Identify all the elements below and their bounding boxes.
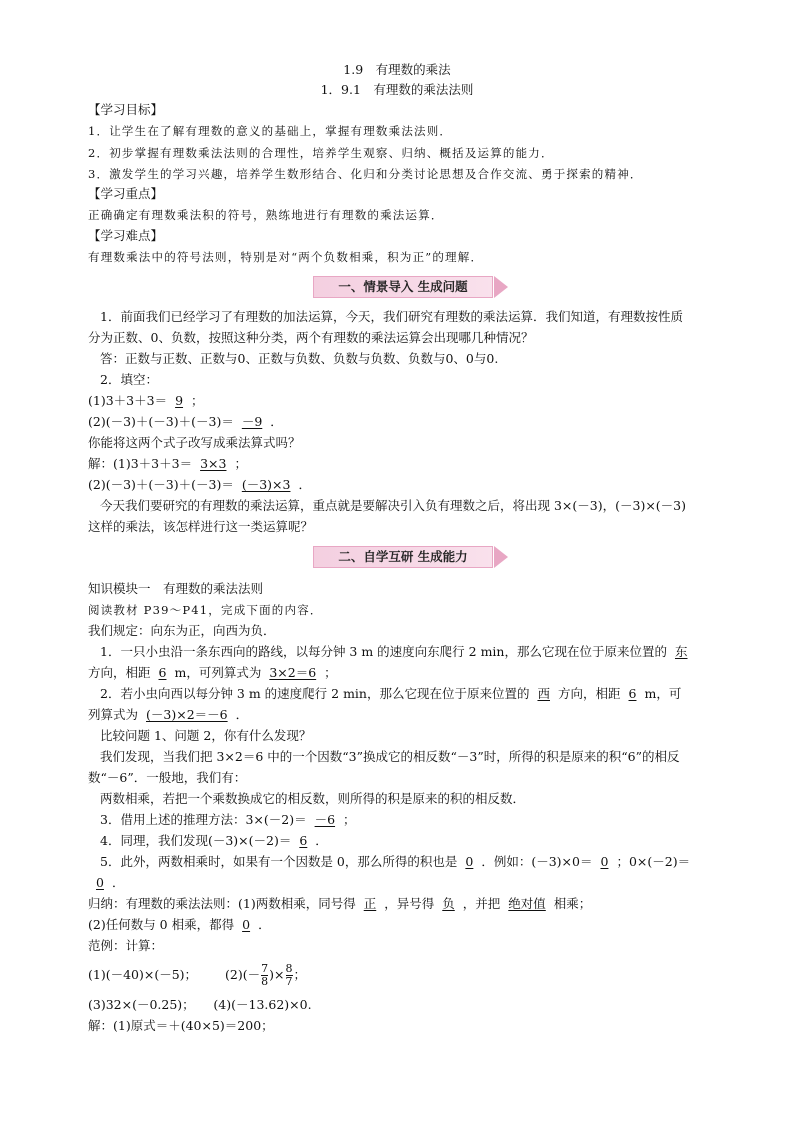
- question: 0 ．: [88, 875, 124, 891]
- blank-answer: 绝对值: [508, 896, 546, 911]
- fraction: $\frac{7}{8}$: [261, 962, 269, 988]
- blank-answer: 西: [537, 686, 550, 701]
- paragraph: 我们规定：向东为正，向西为负．: [88, 623, 276, 638]
- question: 5．此外，两数相乘时，如果有一个因数是 0，那么所得的积也是 0 ．例如：(－3)×0＝ 0 ；0×(－2)＝: [100, 854, 691, 869]
- solution: (2)(－3)＋(－3)＋(－3)＝ (－3)×3 ．: [88, 477, 311, 492]
- question: 3．借用上述的推理方法：3×(－2)＝ －6 ；: [100, 812, 356, 827]
- blank-answer: 0: [242, 917, 251, 932]
- blank-answer: 3×2＝6: [269, 665, 317, 680]
- blank-answer: 东: [674, 644, 688, 659]
- equation: (2)(－3)＋(－3)＋(－3)＝ －9 ．: [88, 414, 283, 429]
- section-banner: [313, 546, 493, 568]
- module-heading: 知识模块一 有理数的乘法法则: [88, 581, 264, 596]
- paragraph: 这样的乘法，该怎样进行这一类运算呢？: [88, 519, 314, 534]
- answer: 答：正数与正数、正数与0、正数与负数、负数与负数、负数与0、0与0.: [100, 351, 499, 366]
- blank-answer: －6: [314, 812, 336, 827]
- solution: 解：(1)3＋3＋3＝ 3×3 ；: [88, 456, 247, 471]
- question: 列算式为 (－3)×2＝－6 ．: [88, 707, 249, 722]
- paragraph: 今天我们要研究的有理数的乘法运算，重点就是要解决引入负有理数之后，将出现 3×(－3)，(－3)×(－3): [100, 498, 686, 513]
- example-heading: 范例：计算：: [88, 938, 164, 953]
- blank-answer: 负: [442, 896, 455, 911]
- difficulty-heading: 【学习难点】: [88, 228, 164, 243]
- summary: (2)任何数与 0 相乘，都得 0 ．: [88, 917, 271, 932]
- blank-answer: 6: [628, 686, 637, 701]
- example-problems: (3)32×(－0.25)； (4)(－13.62)×0.: [88, 997, 312, 1012]
- reading-instruction: 阅读教材 P39～P41，完成下面的内容．: [88, 603, 323, 617]
- blank-answer: 0: [96, 875, 104, 890]
- paragraph: 分为正数、0、负数，按照这种分类，两个有理数的乘法运算会出现哪几种情况？: [88, 330, 534, 345]
- paragraph: 数“－6”．一般地，我们有：: [88, 770, 247, 785]
- fill-heading: 2．填空：: [100, 372, 158, 387]
- blank-answer: 6: [299, 833, 308, 848]
- blank-answer: 0: [600, 854, 609, 869]
- section-banner-label: 二、自学互研 生成能力: [338, 549, 468, 564]
- blank-answer: (－3)×3: [241, 477, 291, 492]
- paragraph: 我们发现，当我们把 3×2＝6 中的一个因数“3”换成它的相反数“－3”时，所得的积是原来的积“6”的相反: [100, 749, 680, 764]
- page-title: 1.9 有理数的乘法: [343, 62, 451, 77]
- blank-answer: 0: [465, 854, 474, 869]
- arrow-icon: [494, 276, 508, 298]
- rule-text: 两数相乘，若把一个乘数换成它的相反数，则所得的积是原来的积的相反数．: [100, 791, 526, 806]
- goals-heading: 【学习目标】: [88, 102, 164, 117]
- equation: (1)3＋3＋3＝ 9 ；: [88, 393, 204, 408]
- key-text: 正确确定有理数乘法积的符号，熟练地进行有理数的乘法运算．: [88, 208, 444, 222]
- summary: 归纳：有理数的乘法法则：(1)两数相乘，同号得 正 ，异号得 负 ，并把 绝对值 相乘；: [88, 896, 592, 911]
- difficulty-text: 有理数乘法中的符号法则，特别是对“两个负数相乘，积为正”的理解．: [88, 250, 484, 264]
- question: 2．若小虫向西以每分钟 3 m 的速度爬行 2 min，那么它现在位于原来位置的 西 方向，相距 6 m，可: [100, 686, 682, 701]
- fraction: $\frac{8}{7}$: [285, 962, 293, 988]
- blank-answer: 正: [363, 896, 377, 911]
- arrow-icon: [494, 546, 508, 568]
- section-subtitle: 1．9.1 有理数的乘法法则: [320, 82, 474, 97]
- blank-answer: 3×3: [200, 456, 227, 471]
- goal-item: 1．让学生在了解有理数的意义的基础上，掌握有理数乘法法则．: [88, 124, 453, 138]
- question: 1．一只小虫沿一条东西向的路线，以每分钟 3 m 的速度向东爬行 2 min，那么它现在位于原来位置的 东: [100, 644, 696, 660]
- paragraph: 1．前面我们已经学习了有理数的加法运算，今天，我们研究有理数的乘法运算．我们知道，有理数按性质: [100, 309, 683, 324]
- question: 比较问题 1、问题 2，你有什么发现？: [100, 728, 312, 743]
- question: 你能将这两个式子改写成乘法算式吗？: [88, 435, 301, 450]
- key-heading: 【学习重点】: [88, 186, 164, 201]
- blank-answer: －9: [241, 414, 263, 429]
- goal-item: 3．激发学生的学习兴趣，培养学生数形结合、化归和分类讨论思想及合作交流、勇于探索的精神．: [88, 167, 643, 181]
- question: 4．同理，我们发现(－3)×(－2)＝ 6 ．: [100, 833, 328, 848]
- blank-answer: (－3)×2＝－6: [146, 707, 228, 722]
- blank-answer: 6: [158, 665, 167, 680]
- solution: 解：(1)原式＝＋(40×5)＝200；: [88, 1018, 274, 1033]
- example-problems: (1)(－40)×(－5)； (2)(－ $\frac{7}{8}$ )× $\frac{8}{7}$ ；: [88, 962, 307, 988]
- blank-answer: 9: [175, 393, 184, 408]
- section-banner: [313, 276, 493, 298]
- goal-item: 2．初步掌握有理数乘法法则的合理性，培养学生观察、归纳、概括及运算的能力．: [88, 146, 554, 160]
- question: 方向，相距 6 m，可列算式为 3×2＝6 ；: [88, 665, 337, 680]
- section-banner-label: 一、情景导入 生成问题: [338, 279, 468, 294]
